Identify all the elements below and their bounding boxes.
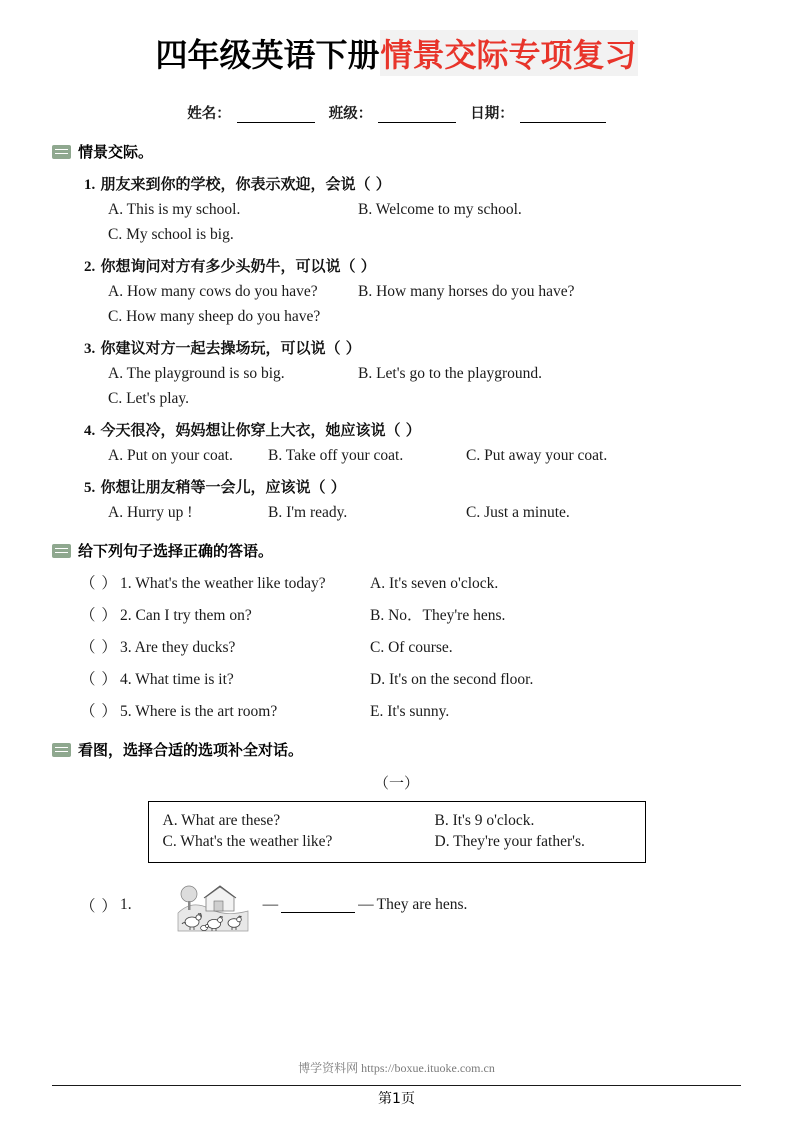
match-question: 5. Where is the art room? (120, 703, 278, 720)
option-c[interactable]: C. My school is big. (108, 226, 234, 243)
option-row (108, 504, 741, 522)
option-row (108, 226, 741, 244)
student-info-row (52, 102, 741, 123)
match-question: 2. Can I try them on? (120, 607, 252, 624)
option-box (148, 801, 646, 863)
question-stem (84, 337, 741, 358)
date-input-blank[interactable] (520, 107, 606, 123)
question-stem (84, 419, 741, 440)
answer-parentheses[interactable]: （ ） (80, 607, 118, 624)
question-number: 1. (120, 896, 132, 913)
match-row (80, 603, 741, 625)
question-text: 你建议对方一起去操场玩，可以说（ ） (100, 339, 361, 357)
match-row (80, 699, 741, 721)
answer-parentheses[interactable]: （ ） (80, 639, 118, 656)
option-c[interactable]: C. How many sheep do you have? (108, 308, 321, 325)
question-number: 2. (84, 259, 96, 275)
section-3-title: 看图，选择合适的选项补全对话。 (78, 741, 304, 759)
match-row (80, 571, 741, 593)
match-answer: B. No．They're hens. (370, 607, 506, 624)
option-c[interactable]: C. Let's play. (108, 390, 189, 407)
answer-parentheses[interactable]: （ ） (80, 671, 118, 688)
option-row (108, 201, 741, 219)
option-row (108, 390, 741, 408)
question-number: 4. (84, 423, 96, 439)
match-answer: A. It's seven o'clock. (370, 575, 499, 592)
dash-right: — (358, 896, 374, 913)
option-b[interactable]: B. I'm ready. (268, 504, 348, 521)
section-heading-2 (52, 540, 741, 561)
section-1-title: 情景交际。 (78, 143, 154, 161)
question-text: 朋友来到你的学校，你表示欢迎，会说（ ） (100, 175, 391, 193)
match-answer: E. It's sunny. (370, 703, 450, 720)
option-b[interactable]: B. Welcome to my school. (358, 201, 522, 218)
title-red-part: 情景交际专项复习 (380, 30, 638, 76)
watermark: 博学资料网 https://boxue.ituoke.com.cn (298, 1061, 495, 1075)
option-b[interactable]: B. How many horses do you have? (358, 283, 575, 300)
match-question: 3. Are they ducks? (120, 639, 236, 656)
question-text: 今天很冷，妈妈想让你穿上大衣，她应该说（ ） (100, 421, 421, 439)
class-label: 班级： (328, 106, 373, 122)
title-black-part: 四年级英语下册 (155, 36, 380, 74)
answer-text: They are hens. (376, 896, 468, 913)
name-input-blank[interactable] (237, 107, 315, 123)
match-question: 4. What time is it? (120, 671, 234, 688)
picture-question-row (80, 877, 741, 933)
dash-left: — (262, 896, 279, 913)
option-row (108, 365, 741, 383)
option-a[interactable]: A. Put on your coat. (108, 447, 233, 464)
page-number: 第1页 (378, 1091, 415, 1107)
answer-parentheses[interactable]: （ ） (80, 898, 118, 915)
list-icon (52, 544, 71, 558)
option-a[interactable]: A. What are these? (162, 812, 281, 829)
option-b[interactable]: B. It's 9 o'clock. (434, 812, 535, 829)
footer-divider (52, 1085, 741, 1086)
list-icon (52, 145, 71, 159)
group-label: （一） (373, 774, 419, 792)
section-2-title: 给下列句子选择正确的答语。 (78, 542, 274, 560)
match-question: 1. What's the weather like today? (120, 575, 326, 592)
option-d[interactable]: D. They're your father's. (434, 833, 585, 850)
question-number: 3. (84, 341, 96, 357)
option-c[interactable]: C. Put away your coat. (466, 447, 608, 464)
option-row (108, 283, 741, 301)
option-c[interactable]: C. Just a minute. (466, 504, 570, 521)
question-number: 1. (84, 177, 96, 193)
question-text: 你想让朋友稍等一会儿，应该说（ ） (100, 478, 346, 496)
question-stem (84, 173, 741, 194)
option-a[interactable]: A. The playground is so big. (108, 365, 285, 382)
name-label: 姓名： (187, 106, 231, 122)
match-row (80, 635, 741, 657)
option-row (108, 308, 741, 326)
answer-parentheses[interactable]: （ ） (80, 703, 118, 720)
match-answer: C. Of course. (370, 639, 453, 656)
option-box-row (163, 812, 631, 830)
date-label: 日期： (470, 106, 514, 122)
option-a[interactable]: A. This is my school. (108, 201, 241, 218)
question-stem (84, 476, 741, 497)
option-row (108, 447, 741, 465)
option-b[interactable]: B. Let's go to the playground. (358, 365, 543, 382)
option-box-row (163, 833, 631, 851)
section-heading-1 (52, 141, 741, 162)
option-a[interactable]: A. Hurry up ! (108, 504, 193, 521)
option-c[interactable]: C. What's the weather like? (162, 833, 333, 850)
answer-blank[interactable] (281, 898, 355, 913)
class-input-blank[interactable] (378, 107, 456, 123)
list-icon (52, 743, 71, 757)
question-stem (84, 255, 741, 276)
match-row (80, 667, 741, 689)
match-answer: D. It's on the second floor. (370, 671, 534, 688)
option-a[interactable]: A. How many cows do you have? (108, 283, 318, 300)
question-number: 5. (84, 480, 96, 496)
question-text: 你想询问对方有多少头奶牛，可以说（ ） (100, 257, 376, 275)
section-heading-3 (52, 739, 741, 760)
answer-parentheses[interactable]: （ ） (80, 575, 118, 592)
hens-drawing-image (176, 877, 250, 933)
option-b[interactable]: B. Take off your coat. (268, 447, 404, 464)
page-title (52, 0, 741, 76)
